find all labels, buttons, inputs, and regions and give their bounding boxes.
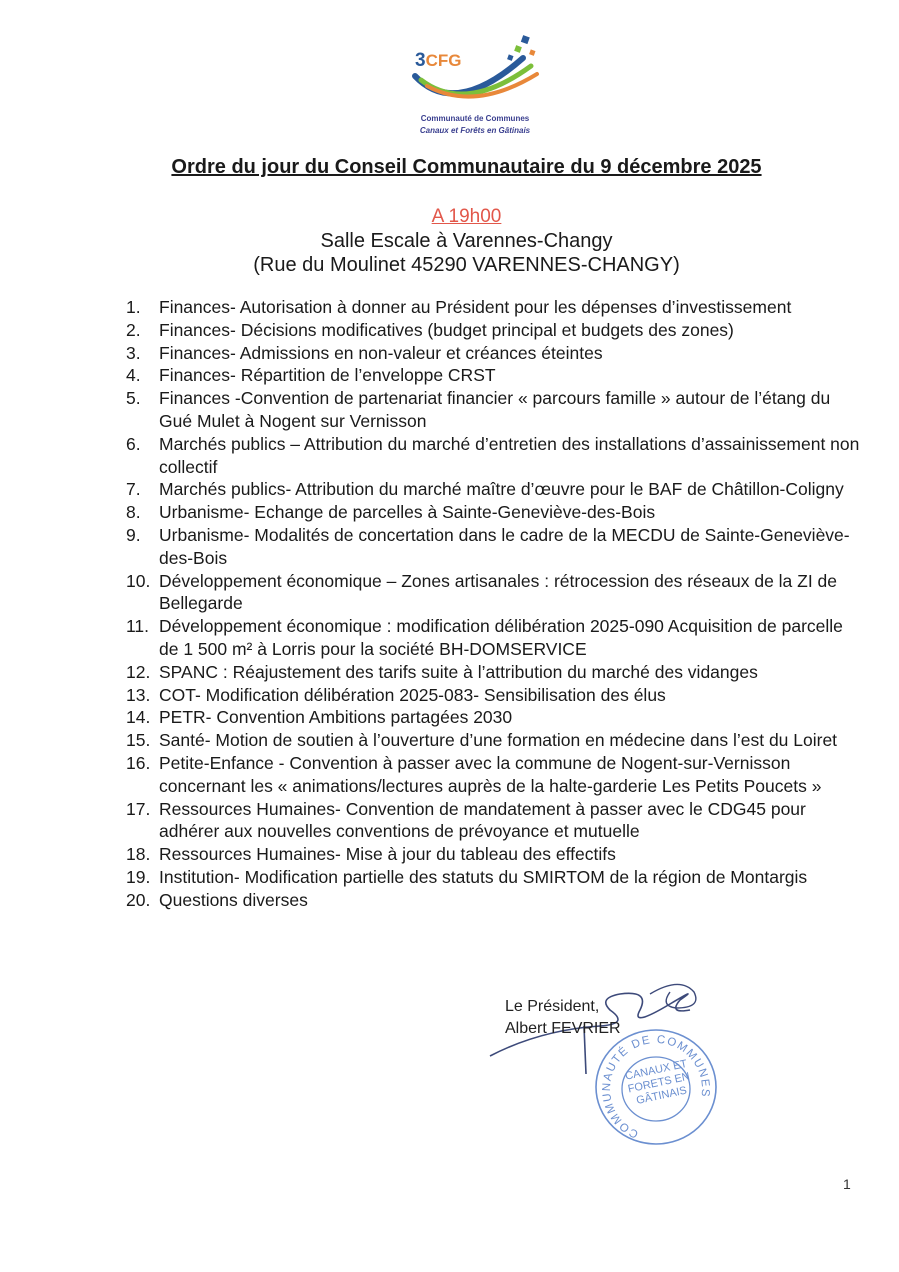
agenda-item-text: Développement économique : modification délibération 2025-090 Acquisition de parcelle de 1 500 m² à Lorris pour la société BH-DOMSERVICE — [159, 616, 843, 659]
agenda-item-text: Institution- Modification partielle des statuts du SMIRTOM de la région de Montargis — [159, 866, 808, 887]
agenda-item-number: 9. — [126, 524, 141, 545]
page-title: Ordre du jour du Conseil Communautaire du 9 décembre 2025 — [171, 156, 762, 178]
agenda-item — [126, 798, 866, 844]
agenda-item-text: Finances- Répartition de l’enveloppe CRST — [159, 365, 496, 386]
meeting-time: A 19h00 — [431, 206, 502, 227]
agenda-item-number: 5. — [126, 388, 141, 409]
agenda-item — [126, 478, 866, 501]
signature-role: Le Président, — [505, 998, 600, 1015]
agenda-item — [126, 684, 866, 707]
signature-name: Albert FEVRIER — [505, 1020, 621, 1037]
agenda-item-text: COT- Modification délibération 2025-083- Sensibilisation des élus — [159, 684, 666, 705]
agenda-item-text: Développement économique – Zones artisanales : rétrocession des réseaux de la ZI de Bellegarde — [159, 570, 838, 614]
venue — [0, 229, 899, 277]
agenda-item-text: SPANC : Réajustement des tarifs suite à l’attribution du marché des vidanges — [159, 661, 758, 682]
agenda-item-number: 12. — [126, 661, 151, 682]
agenda-item-number: 14. — [126, 707, 151, 728]
agenda-item — [126, 433, 866, 479]
agenda-item — [126, 387, 866, 433]
agenda-item-number: 16. — [126, 752, 151, 773]
agenda-list — [126, 296, 866, 912]
agenda-item-text: Santé- Motion de soutien à l’ouverture d’une formation en médecine dans l’est du Loiret — [159, 730, 838, 751]
agenda-item — [126, 524, 866, 570]
agenda-item-text: Ressources Humaines- Mise à jour du tableau des effectifs — [159, 844, 616, 865]
agenda-item — [126, 342, 866, 365]
logo — [395, 28, 555, 140]
agenda-item-text: Finances -Convention de partenariat financier « parcours famille » autour de l’étang du Gué Mulet à Nogent sur Vernisson — [159, 388, 831, 431]
logo-brand-letters: CFG — [425, 51, 462, 70]
venue-line2: (Rue du Moulinet 45290 VARENNES-CHANGY) — [253, 254, 680, 276]
agenda-item-number: 15. — [126, 730, 151, 751]
agenda-item-number: 19. — [126, 866, 151, 887]
logo-brand — [415, 50, 461, 72]
agenda-item-text: PETR- Convention Ambitions partagées 2030 — [159, 707, 513, 728]
agenda-item — [126, 615, 866, 661]
stamp-center-text: CANAUX ET FORETS EN GÂTINAIS — [624, 1057, 691, 1107]
agenda-item-text: Marchés publics – Attribution du marché d’entretien des installations d’assainissement non collectif — [159, 433, 860, 477]
agenda-item-number: 18. — [126, 844, 151, 865]
agenda-item-number: 13. — [126, 684, 151, 705]
logo-line2: Canaux et Forêts en Gâtinais — [419, 126, 531, 135]
agenda-item-number: 2. — [126, 319, 141, 340]
page-number: 1 — [843, 1176, 851, 1192]
agenda-item-number: 3. — [126, 342, 141, 363]
agenda-item — [126, 706, 866, 729]
agenda-item-number: 4. — [126, 365, 141, 386]
agenda-item — [126, 843, 866, 866]
agenda-item — [126, 752, 866, 798]
stamp-ring-text-path: COMMUNAUTÉ DE COMMUNES — [600, 1033, 712, 1140]
agenda-item-text: Finances- Décisions modificatives (budget principal et budgets des zones) — [159, 319, 734, 340]
agenda-item-number: 10. — [126, 570, 151, 591]
agenda-item — [126, 501, 866, 524]
agenda-item — [126, 889, 866, 912]
agenda-item-text: Questions diverses — [159, 889, 308, 910]
agenda-item-number: 6. — [126, 433, 141, 454]
agenda-item — [126, 319, 866, 342]
agenda-item — [126, 729, 866, 752]
agenda-item — [126, 866, 866, 889]
agenda-item — [126, 570, 866, 616]
agenda-item-text: Urbanisme- Modalités de concertation dans le cadre de la MECDU de Sainte-Geneviève-des-Bois — [159, 524, 850, 568]
venue-line1: Salle Escale à Varennes-Changy — [320, 230, 613, 252]
logo-brand-number: 3 — [415, 50, 426, 71]
agenda-item-number: 7. — [126, 479, 141, 500]
agenda-item-text: Urbanisme- Echange de parcelles à Sainte-Geneviève-des-Bois — [159, 502, 656, 523]
agenda-item-text: Ressources Humaines- Convention de mandatement à passer avec le CDG45 pour adhérer aux nouvelles conventions de prévoyance et mutuelle — [159, 798, 806, 842]
agenda-item — [126, 364, 866, 387]
agenda-item-number: 17. — [126, 798, 151, 819]
agenda-item-number: 20. — [126, 889, 151, 910]
agenda-item-text: Marchés publics- Attribution du marché maître d’œuvre pour le BAF de Châtillon-Coligny — [159, 479, 844, 500]
logo-swoosh-graphic — [395, 28, 555, 140]
agenda-item-text: Finances- Admissions en non-valeur et créances éteintes — [159, 342, 603, 363]
agenda-item-text: Petite-Enfance - Convention à passer avec la commune de Nogent-sur-Vernisson concernant les « animations/lectures auprès de la halte-garderie Les Petits Poucets » — [159, 752, 822, 796]
logo-line1: Communauté de Communes — [420, 114, 530, 123]
agenda-item-number: 8. — [126, 502, 141, 523]
agenda-item-number: 1. — [126, 297, 141, 317]
agenda-item — [126, 296, 866, 319]
agenda-item-number: 11. — [126, 616, 150, 637]
agenda-item-text: Finances- Autorisation à donner au Président pour les dépenses d’investissement — [159, 297, 792, 317]
agenda-item — [126, 661, 866, 684]
